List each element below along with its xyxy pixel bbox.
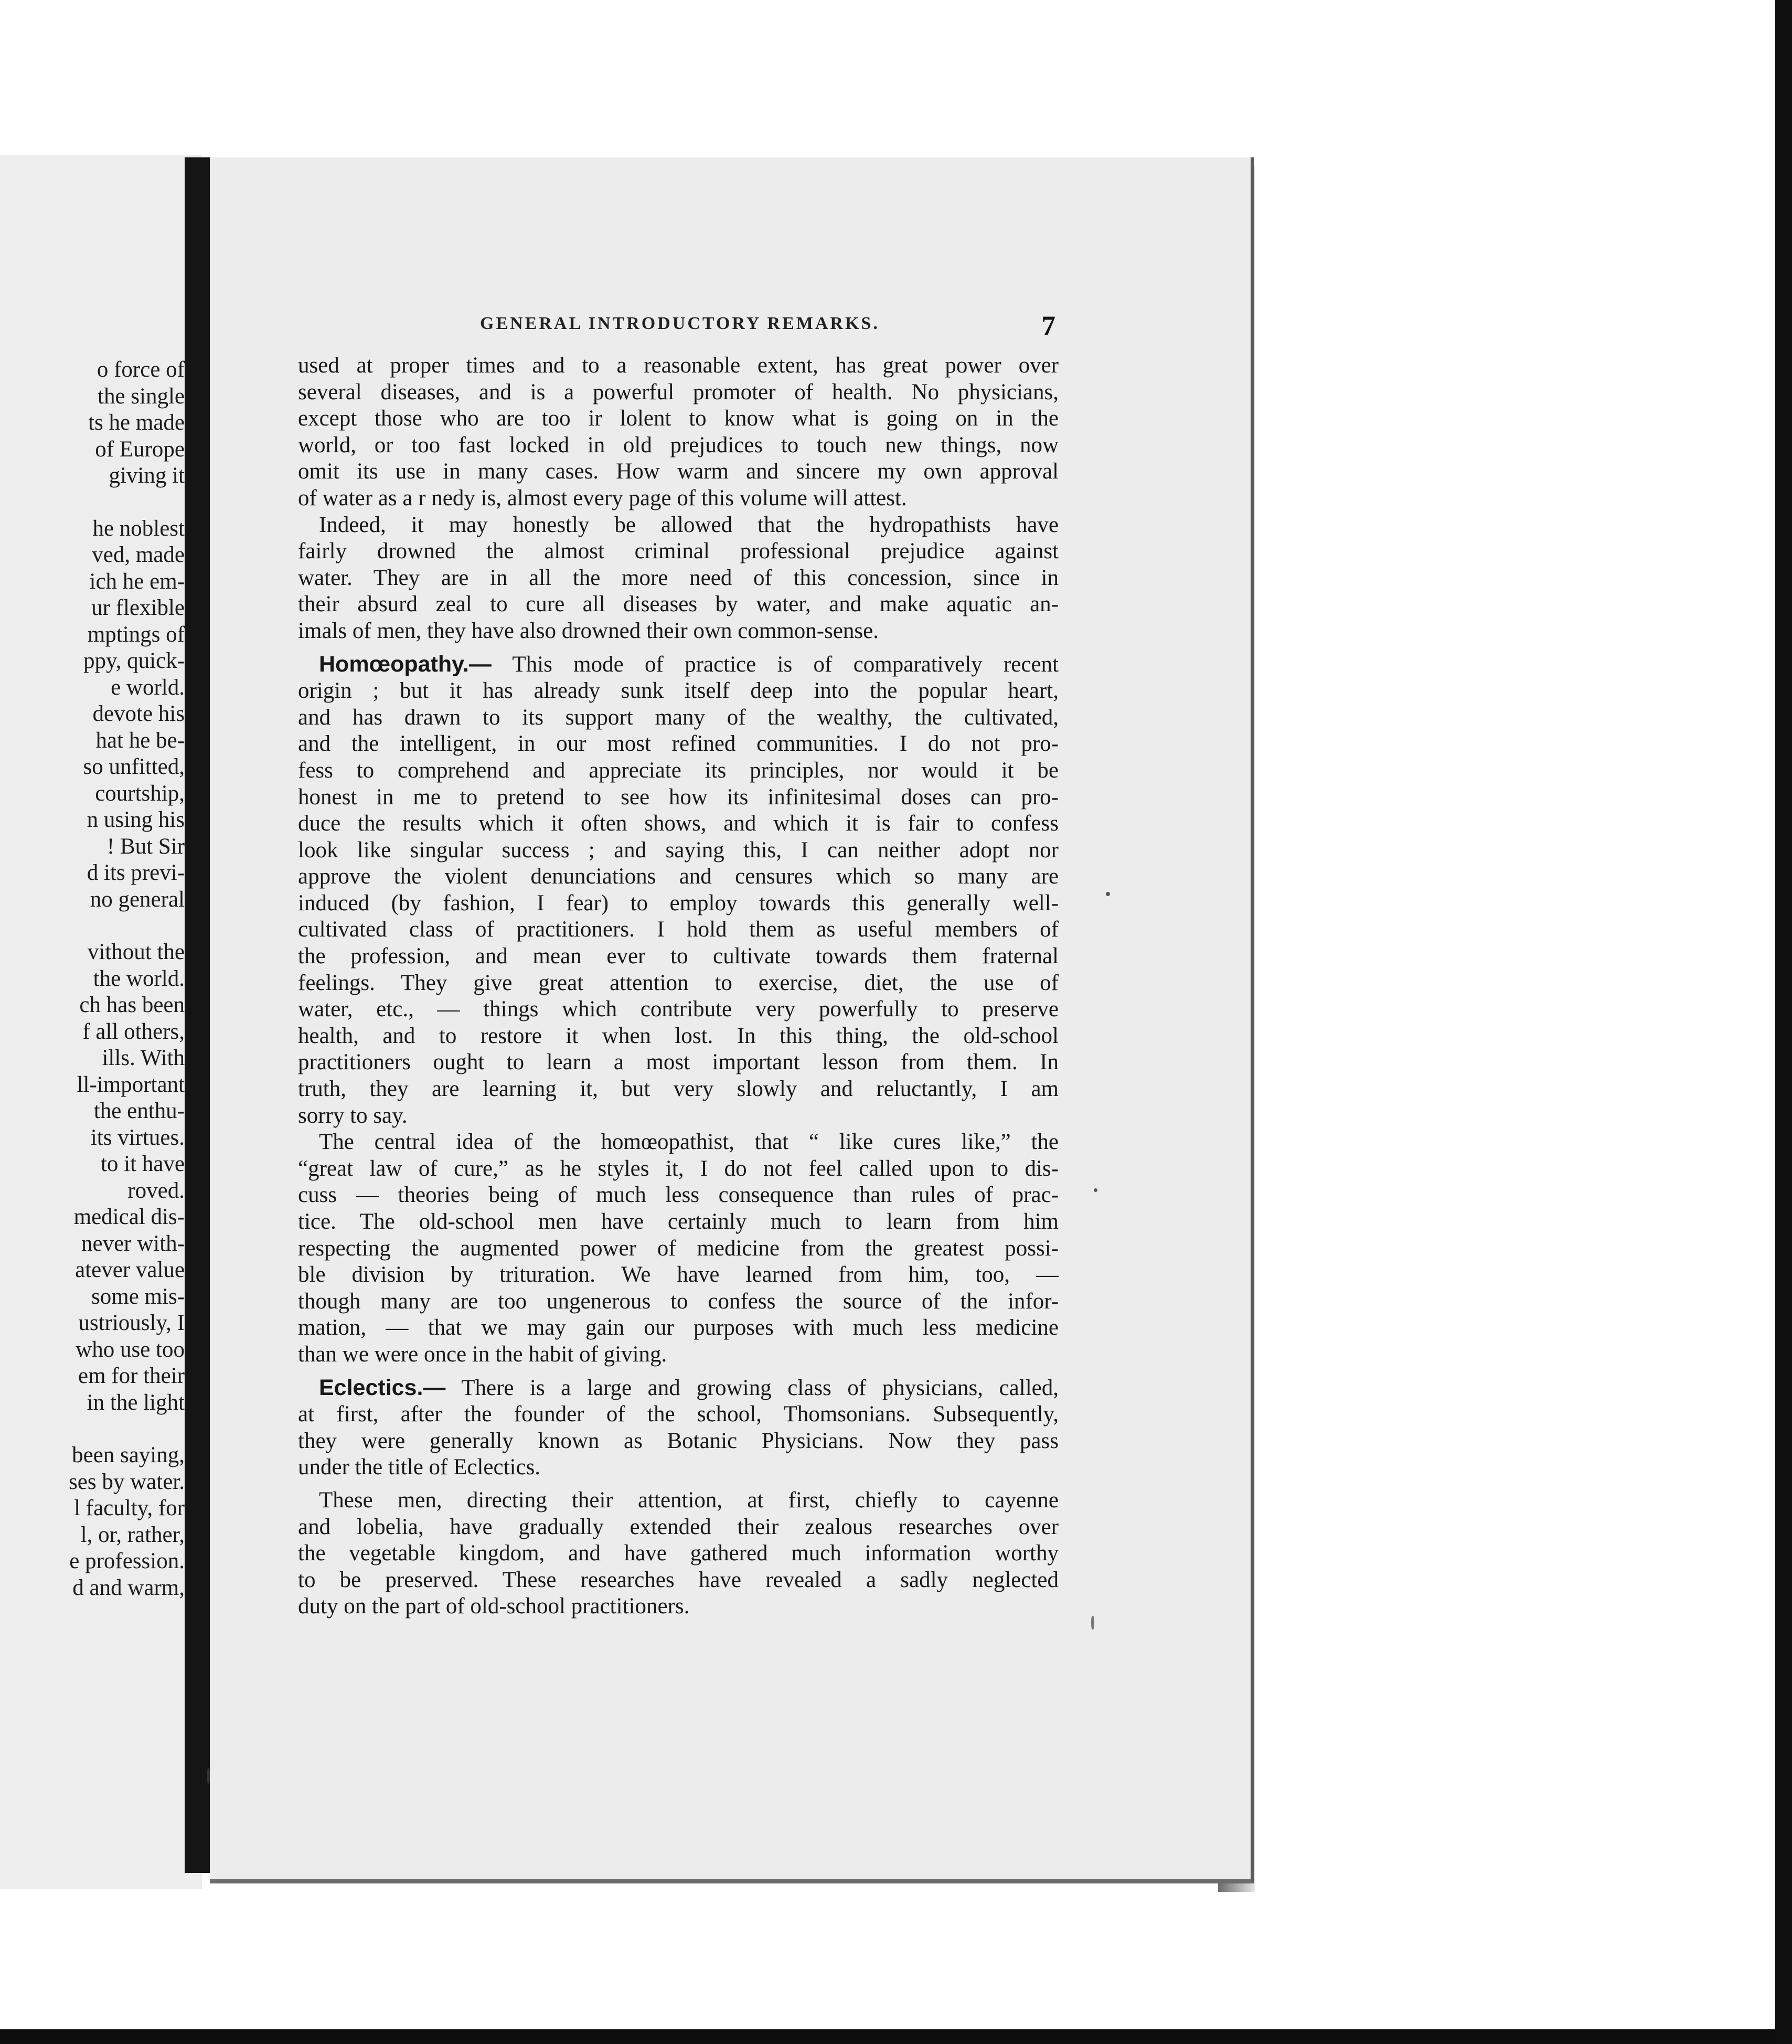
left-page-line: devote his <box>92 701 185 726</box>
left-page-line: ch has been <box>79 993 185 1017</box>
left-page-line: ustriously, I <box>78 1311 185 1335</box>
left-page-line: in the light <box>87 1390 185 1415</box>
body-line: omit its use in many cases. How warm and sincere my own approval <box>298 459 1059 484</box>
page-number: 7 <box>1041 310 1055 342</box>
left-page-line: ppy, quick- <box>83 648 185 673</box>
body-line: and the intelligent, in our most refined communities. I do not pro- <box>298 731 1059 757</box>
body-line: respecting the augmented power of medicine from the greatest possi- <box>298 1236 1059 1261</box>
left-page-line: no general <box>90 887 185 912</box>
body-line: induced (by fashion, I fear) to employ towards this generally well- <box>298 890 1059 915</box>
left-page-line: ur flexible <box>91 595 185 620</box>
left-page-line: em for their <box>78 1364 185 1388</box>
body-line: Homœopathy.— This mode of practice is of comparatively recent <box>319 651 1059 677</box>
body-line: the profession, and mean ever to cultivate towards them fraternal <box>298 944 1059 969</box>
body-line: duty on the part of old-school practitioners. <box>298 1594 690 1619</box>
body-line: look like singular success ; and saying this, I can neither adopt nor <box>298 837 1059 863</box>
body-line: The central idea of the homœopathist, that “ like cures like,” the <box>319 1130 1059 1155</box>
body-line: fairly drowned the almost criminal professional prejudice against <box>298 539 1059 564</box>
body-line: mation, — that we may gain our purposes with much less medicine <box>298 1315 1059 1340</box>
body-line: used at proper times and to a reasonable extent, has great power over <box>298 353 1059 378</box>
left-page-line: never with- <box>81 1231 185 1256</box>
left-page-line: so unfitted, <box>83 754 185 779</box>
left-page-line: f all others, <box>82 1019 185 1044</box>
body-line: water, etc., — things which contribute very powerfully to preserve <box>298 997 1059 1022</box>
body-line: under the title of Eclectics. <box>298 1455 541 1480</box>
left-page-line: hat he be- <box>95 728 185 753</box>
left-page-line: vithout the <box>87 940 185 964</box>
body-line: to be preserved. These researches have revealed a sadly neglected <box>298 1567 1059 1592</box>
left-page-line: been saying, <box>72 1443 185 1467</box>
left-facing-page <box>0 155 202 1889</box>
left-page-line: l, or, rather, <box>80 1522 185 1547</box>
left-page-line: ills. With <box>102 1046 185 1070</box>
book-gutter <box>185 157 211 1873</box>
film-speck <box>1106 892 1110 896</box>
body-line: fess to comprehend and appreciate its principles, nor would it be <box>298 758 1059 783</box>
left-page-line: atever value <box>75 1258 185 1282</box>
left-page-line: ses by water. <box>69 1469 185 1494</box>
body-line: several diseases, and is a powerful promoter of health. No physicians, <box>298 379 1059 404</box>
body-line: Indeed, it may honestly be allowed that the hydropathists have <box>319 512 1059 537</box>
left-page-line: of Europe <box>95 437 185 462</box>
body-line: practitioners ought to learn a most important lesson from them. In <box>298 1050 1059 1075</box>
body-line: These men, directing their attention, at first, chiefly to cayenne <box>319 1487 1059 1513</box>
body-line: ble division by trituration. We have learned from him, too, — <box>298 1262 1059 1287</box>
film-speck <box>1094 1188 1097 1192</box>
right-page-body <box>298 353 1059 1620</box>
body-line: than we were once in the habit of giving. <box>298 1342 667 1367</box>
left-page-line: l faculty, for <box>74 1496 185 1520</box>
left-page-line: ! But Sir <box>106 834 185 859</box>
section-heading-homoeopathy: Homœopathy.— <box>319 651 492 677</box>
body-line: though many are too ungenerous to confess the source of the infor- <box>298 1289 1059 1314</box>
body-line: origin ; but it has already sunk itself deep into the popular heart, <box>298 678 1059 704</box>
left-page-line: to it have <box>100 1152 185 1176</box>
left-page-line: who use too <box>76 1337 185 1362</box>
left-page-line: courtship, <box>95 781 185 806</box>
body-line: water. They are in all the more need of this concession, since in <box>298 565 1059 590</box>
microfilm-border-bottom <box>0 2029 1792 2044</box>
body-line: and has drawn to its support many of the wealthy, the cultivated, <box>298 705 1059 730</box>
body-line: duce the results which it often shows, and which it is fair to confess <box>298 811 1059 836</box>
body-line: “great law of cure,” as he styles it, I do not feel called upon to dis- <box>298 1156 1059 1181</box>
left-page-line: ich he em- <box>89 569 185 594</box>
left-page-line: the single <box>98 384 185 409</box>
body-line: health, and to restore it when lost. In this thing, the old-school <box>298 1023 1059 1048</box>
body-line: imals of men, they have also drowned their own common-sense. <box>298 618 879 643</box>
body-line: except those who are too ir lolent to know what is going on in the <box>298 406 1059 431</box>
body-line: world, or too fast locked in old prejudices to touch new things, now <box>298 432 1059 457</box>
microfilm-border-right <box>1775 0 1792 2044</box>
left-page-line: mptings of <box>87 622 185 647</box>
body-line: they were generally known as Botanic Physicians. Now they pass <box>298 1428 1059 1453</box>
left-page-line: giving it <box>109 463 185 488</box>
body-line: of water as a r nedy is, almost every page of this volume will attest. <box>298 485 907 510</box>
body-line: their absurd zeal to cure all diseases by water, and make aquatic an- <box>298 592 1059 617</box>
left-page-line: its virtues. <box>90 1125 185 1150</box>
left-page-line: some mis- <box>91 1284 185 1309</box>
section-heading-eclectics: Eclectics.— <box>319 1375 446 1400</box>
left-page-line: d and warm, <box>72 1575 185 1600</box>
left-page-line: ved, made <box>92 542 185 567</box>
body-line: cultivated class of practitioners. I hold them as useful members of <box>298 917 1059 942</box>
body-line: and lobelia, have gradually extended their zealous researches over <box>298 1514 1059 1539</box>
body-line: cuss — theories being of much less consequence than rules of prac- <box>298 1183 1059 1208</box>
film-speck <box>207 1768 210 1784</box>
left-page-line: medical dis- <box>73 1205 185 1229</box>
left-page-line: ll-important <box>77 1072 185 1097</box>
body-line: the vegetable kingdom, and have gathered much information worthy <box>298 1541 1059 1566</box>
left-page-line: he noblest <box>92 516 185 541</box>
left-page-line: the enthu- <box>93 1099 185 1123</box>
left-page-line: roved. <box>127 1178 185 1203</box>
left-page-line: d its previ- <box>87 860 185 885</box>
left-page-line: the world. <box>93 966 185 991</box>
body-line: at first, after the founder of the school, Thomsonians. Subsequently, <box>298 1402 1059 1427</box>
body-line: approve the violent denunciations and censures which so many are <box>298 864 1059 889</box>
left-page-line: e profession. <box>69 1549 185 1573</box>
left-page-line: o force of <box>97 357 185 382</box>
body-line: truth, they are learning it, but very slowly and reluctantly, I am <box>298 1077 1059 1102</box>
body-line: tice. The old-school men have certainly much to learn from him <box>298 1209 1059 1234</box>
body-line: honest in me to pretend to see how its infinitesimal doses can pro- <box>298 784 1059 810</box>
left-page-text <box>0 357 185 1601</box>
body-line: feelings. They give great attention to exercise, diet, the use of <box>298 970 1059 995</box>
left-page-line: n using his <box>87 807 185 832</box>
body-line: Eclectics.— There is a large and growing class of physicians, called, <box>319 1375 1059 1400</box>
body-line: sorry to say. <box>298 1103 408 1128</box>
left-page-line: e world. <box>111 675 185 700</box>
left-page-line: ts he made <box>88 410 185 435</box>
film-speck <box>1091 1616 1094 1630</box>
running-head: GENERAL INTRODUCTORY REMARKS. <box>480 314 880 333</box>
